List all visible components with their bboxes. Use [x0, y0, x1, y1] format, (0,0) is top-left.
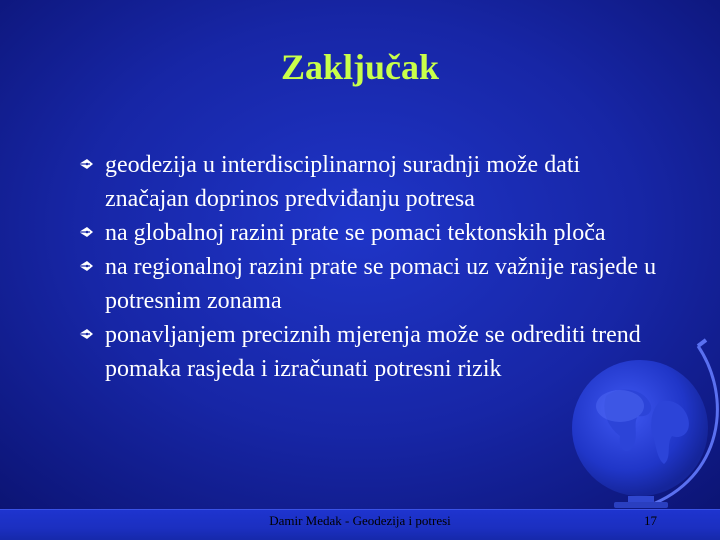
slide-title: Zaključak — [280, 47, 440, 87]
bullet-text: geodezija u interdisciplinarnoj suradnji može dati značajan doprinos predviđanju potresa — [105, 152, 581, 212]
bullet-text: na regionalnoj razini prate se pomaci uz važnije rasjede u potresnim zonama — [105, 254, 657, 314]
bullet-item — [78, 216, 658, 250]
bullet-item — [78, 148, 658, 216]
pen-nib-icon — [78, 225, 94, 239]
bullet-text: ponavljanjem preciznih mjerenja može se odrediti trend pomaka rasjeda i izračunati potresni rizik — [105, 322, 641, 382]
pen-nib-icon — [78, 327, 94, 341]
bullet-text: na globalnoj razini prate se pomaci tektonskih ploča — [105, 220, 606, 246]
page-number: 17 — [644, 513, 657, 528]
bullet-item — [78, 250, 658, 318]
footer-text: Damir Medak - Geodezija i potresi — [269, 513, 451, 528]
globe-icon — [548, 338, 720, 510]
pen-nib-icon — [78, 259, 94, 273]
pen-nib-icon — [78, 157, 94, 171]
